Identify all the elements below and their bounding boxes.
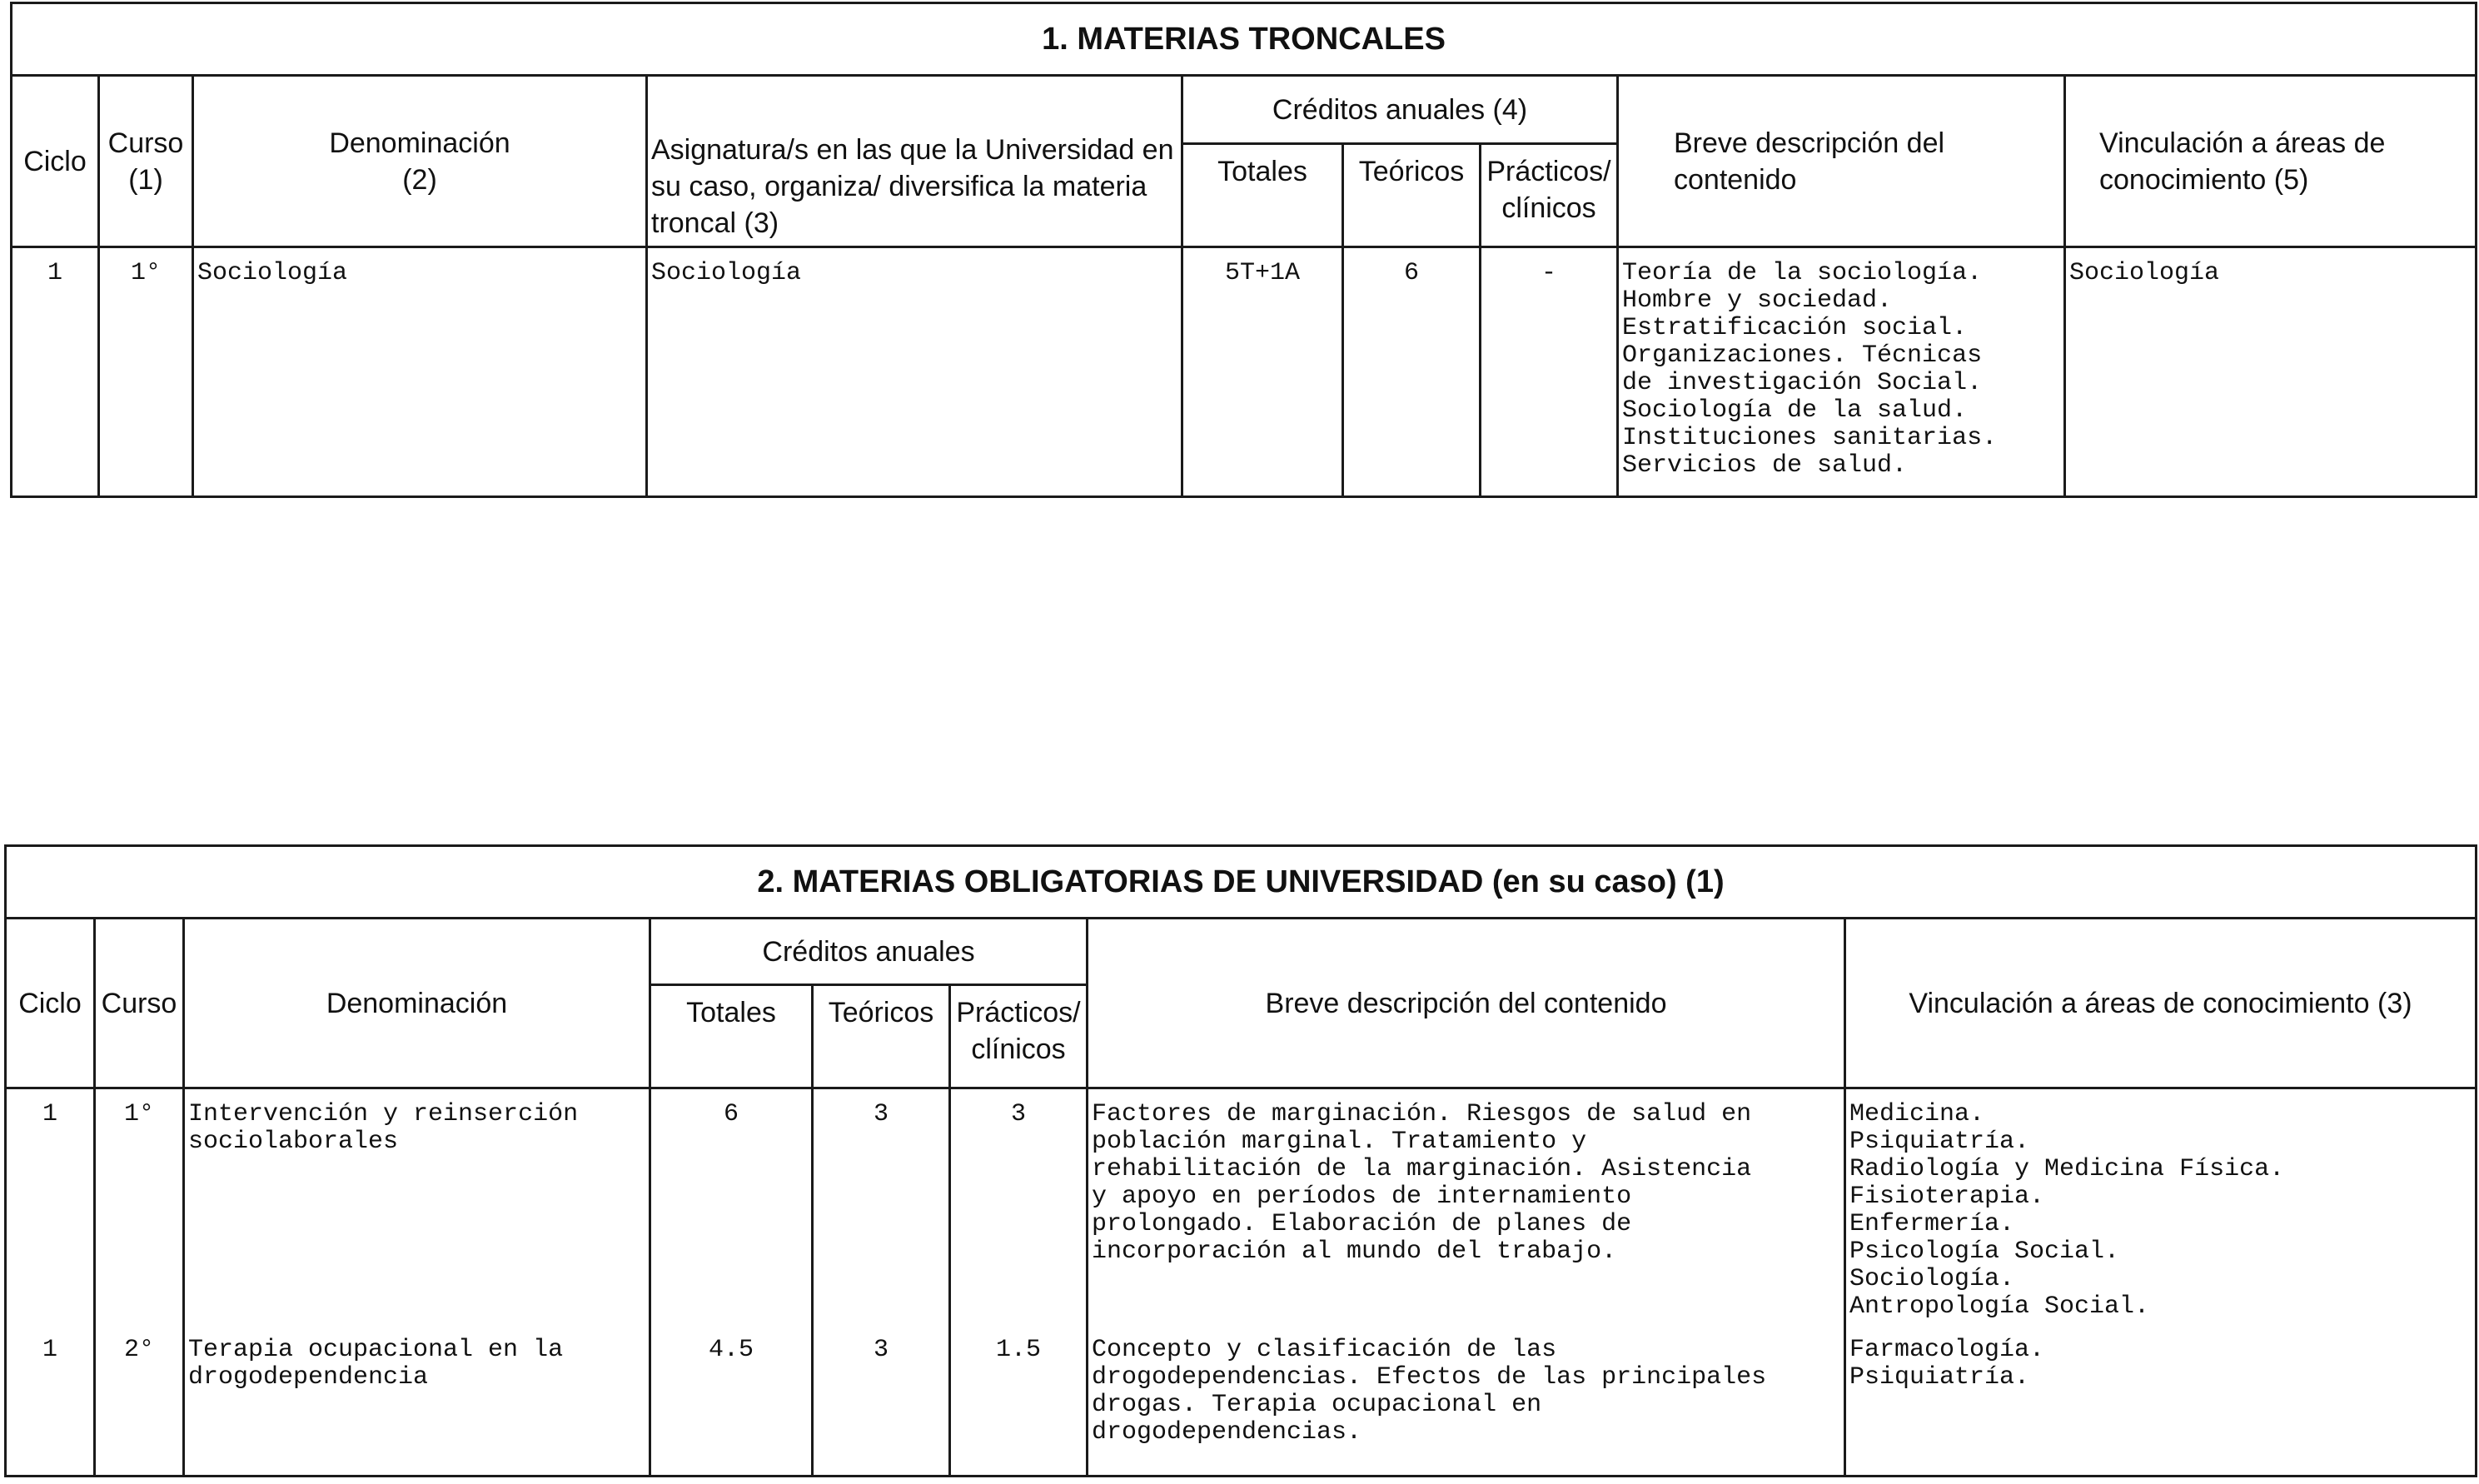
header-breve-descripcion: Breve descripción del contenido — [1088, 919, 1845, 1088]
cell-totales: 6 — [650, 1088, 813, 1337]
table-row — [6, 1088, 2477, 1337]
header-teoricos: Teóricos — [813, 985, 950, 1088]
cell-teoricos: 3 — [813, 1088, 950, 1337]
cell-descripcion: Teoría de la sociología. Hombre y sociedad. Estratificación social. Organizaciones. Técnicas de investigación Social. Sociología de la salud. Instituciones sanitarias. Servicios de salud. — [1618, 247, 2065, 497]
cell-ciclo: 1 — [6, 1088, 95, 1337]
header-creditos-anuales: Créditos anuales (4) — [1182, 76, 1618, 144]
header-asignatura: Asignatura/s en las que la Universidad en su caso, organiza/ diversifica la materia troncal (3) — [647, 76, 1182, 247]
cell-ciclo: 1 — [12, 247, 99, 497]
header-breve-descripcion: Breve descripción del contenido — [1618, 76, 2065, 247]
header-vinculacion: Vinculación a áreas de conocimiento (3) — [1845, 919, 2477, 1088]
cell-vinculacion: Sociología — [2065, 247, 2477, 497]
cell-curso: 2° — [95, 1337, 184, 1477]
cell-denominacion: Sociología — [193, 247, 647, 497]
table1-title: 1. MATERIAS TRONCALES — [12, 3, 2477, 76]
cell-totales: 5T+1A — [1182, 247, 1343, 497]
cell-ciclo: 1 — [6, 1337, 95, 1477]
materias-troncales-table — [10, 2, 2477, 498]
table-row — [12, 247, 2477, 497]
table2-title: 2. MATERIAS OBLIGATORIAS DE UNIVERSIDAD (en su caso) (1) — [6, 846, 2477, 919]
cell-teoricos: 6 — [1343, 247, 1481, 497]
cell-practicos: - — [1481, 247, 1618, 497]
cell-curso: 1° — [99, 247, 193, 497]
cell-practicos: 1.5 — [950, 1337, 1088, 1477]
header-vinculacion: Vinculación a áreas de conocimiento (5) — [2065, 76, 2477, 247]
cell-practicos: 3 — [950, 1088, 1088, 1337]
cell-teoricos: 3 — [813, 1337, 950, 1477]
header-denominacion: Denominación — [184, 919, 650, 1088]
cell-descripcion: Concepto y clasificación de las drogodependencias. Efectos de las principales drogas. Terapia ocupacional en drogodependencias. — [1088, 1337, 1845, 1477]
header-ciclo: Ciclo — [6, 919, 95, 1088]
header-creditos-anuales: Créditos anuales — [650, 919, 1088, 985]
cell-vinculacion: Farmacología. Psiquiatría. — [1845, 1337, 2477, 1477]
cell-vinculacion: Medicina. Psiquiatría. Radiología y Medicina Física. Fisioterapia. Enfermería. Psicología Social. Sociología. Antropología Social. — [1845, 1088, 2477, 1337]
header-denominacion: Denominación (2) — [193, 76, 647, 247]
header-practicos: Prácticos/ clínicos — [1481, 144, 1618, 247]
header-curso: Curso — [95, 919, 184, 1088]
header-practicos: Prácticos/ clínicos — [950, 985, 1088, 1088]
header-teoricos: Teóricos — [1343, 144, 1481, 247]
cell-totales: 4.5 — [650, 1337, 813, 1477]
materias-obligatorias-table — [4, 844, 2477, 1477]
cell-denominacion: Terapia ocupacional en la drogodependencia — [184, 1337, 650, 1477]
header-totales: Totales — [1182, 144, 1343, 247]
header-totales: Totales — [650, 985, 813, 1088]
cell-descripcion: Factores de marginación. Riesgos de salud en población marginal. Tratamiento y rehabilitación de la marginación. Asistencia y apoyo en períodos de internamiento prolongado. Elaboración de planes de incorporación al mundo del trabajo. — [1088, 1088, 1845, 1337]
header-curso: Curso (1) — [99, 76, 193, 247]
cell-curso: 1° — [95, 1088, 184, 1337]
cell-asignatura: Sociología — [647, 247, 1182, 497]
header-ciclo: Ciclo — [12, 76, 99, 247]
cell-denominacion: Intervención y reinserción sociolaborales — [184, 1088, 650, 1337]
table-row — [6, 1337, 2477, 1477]
